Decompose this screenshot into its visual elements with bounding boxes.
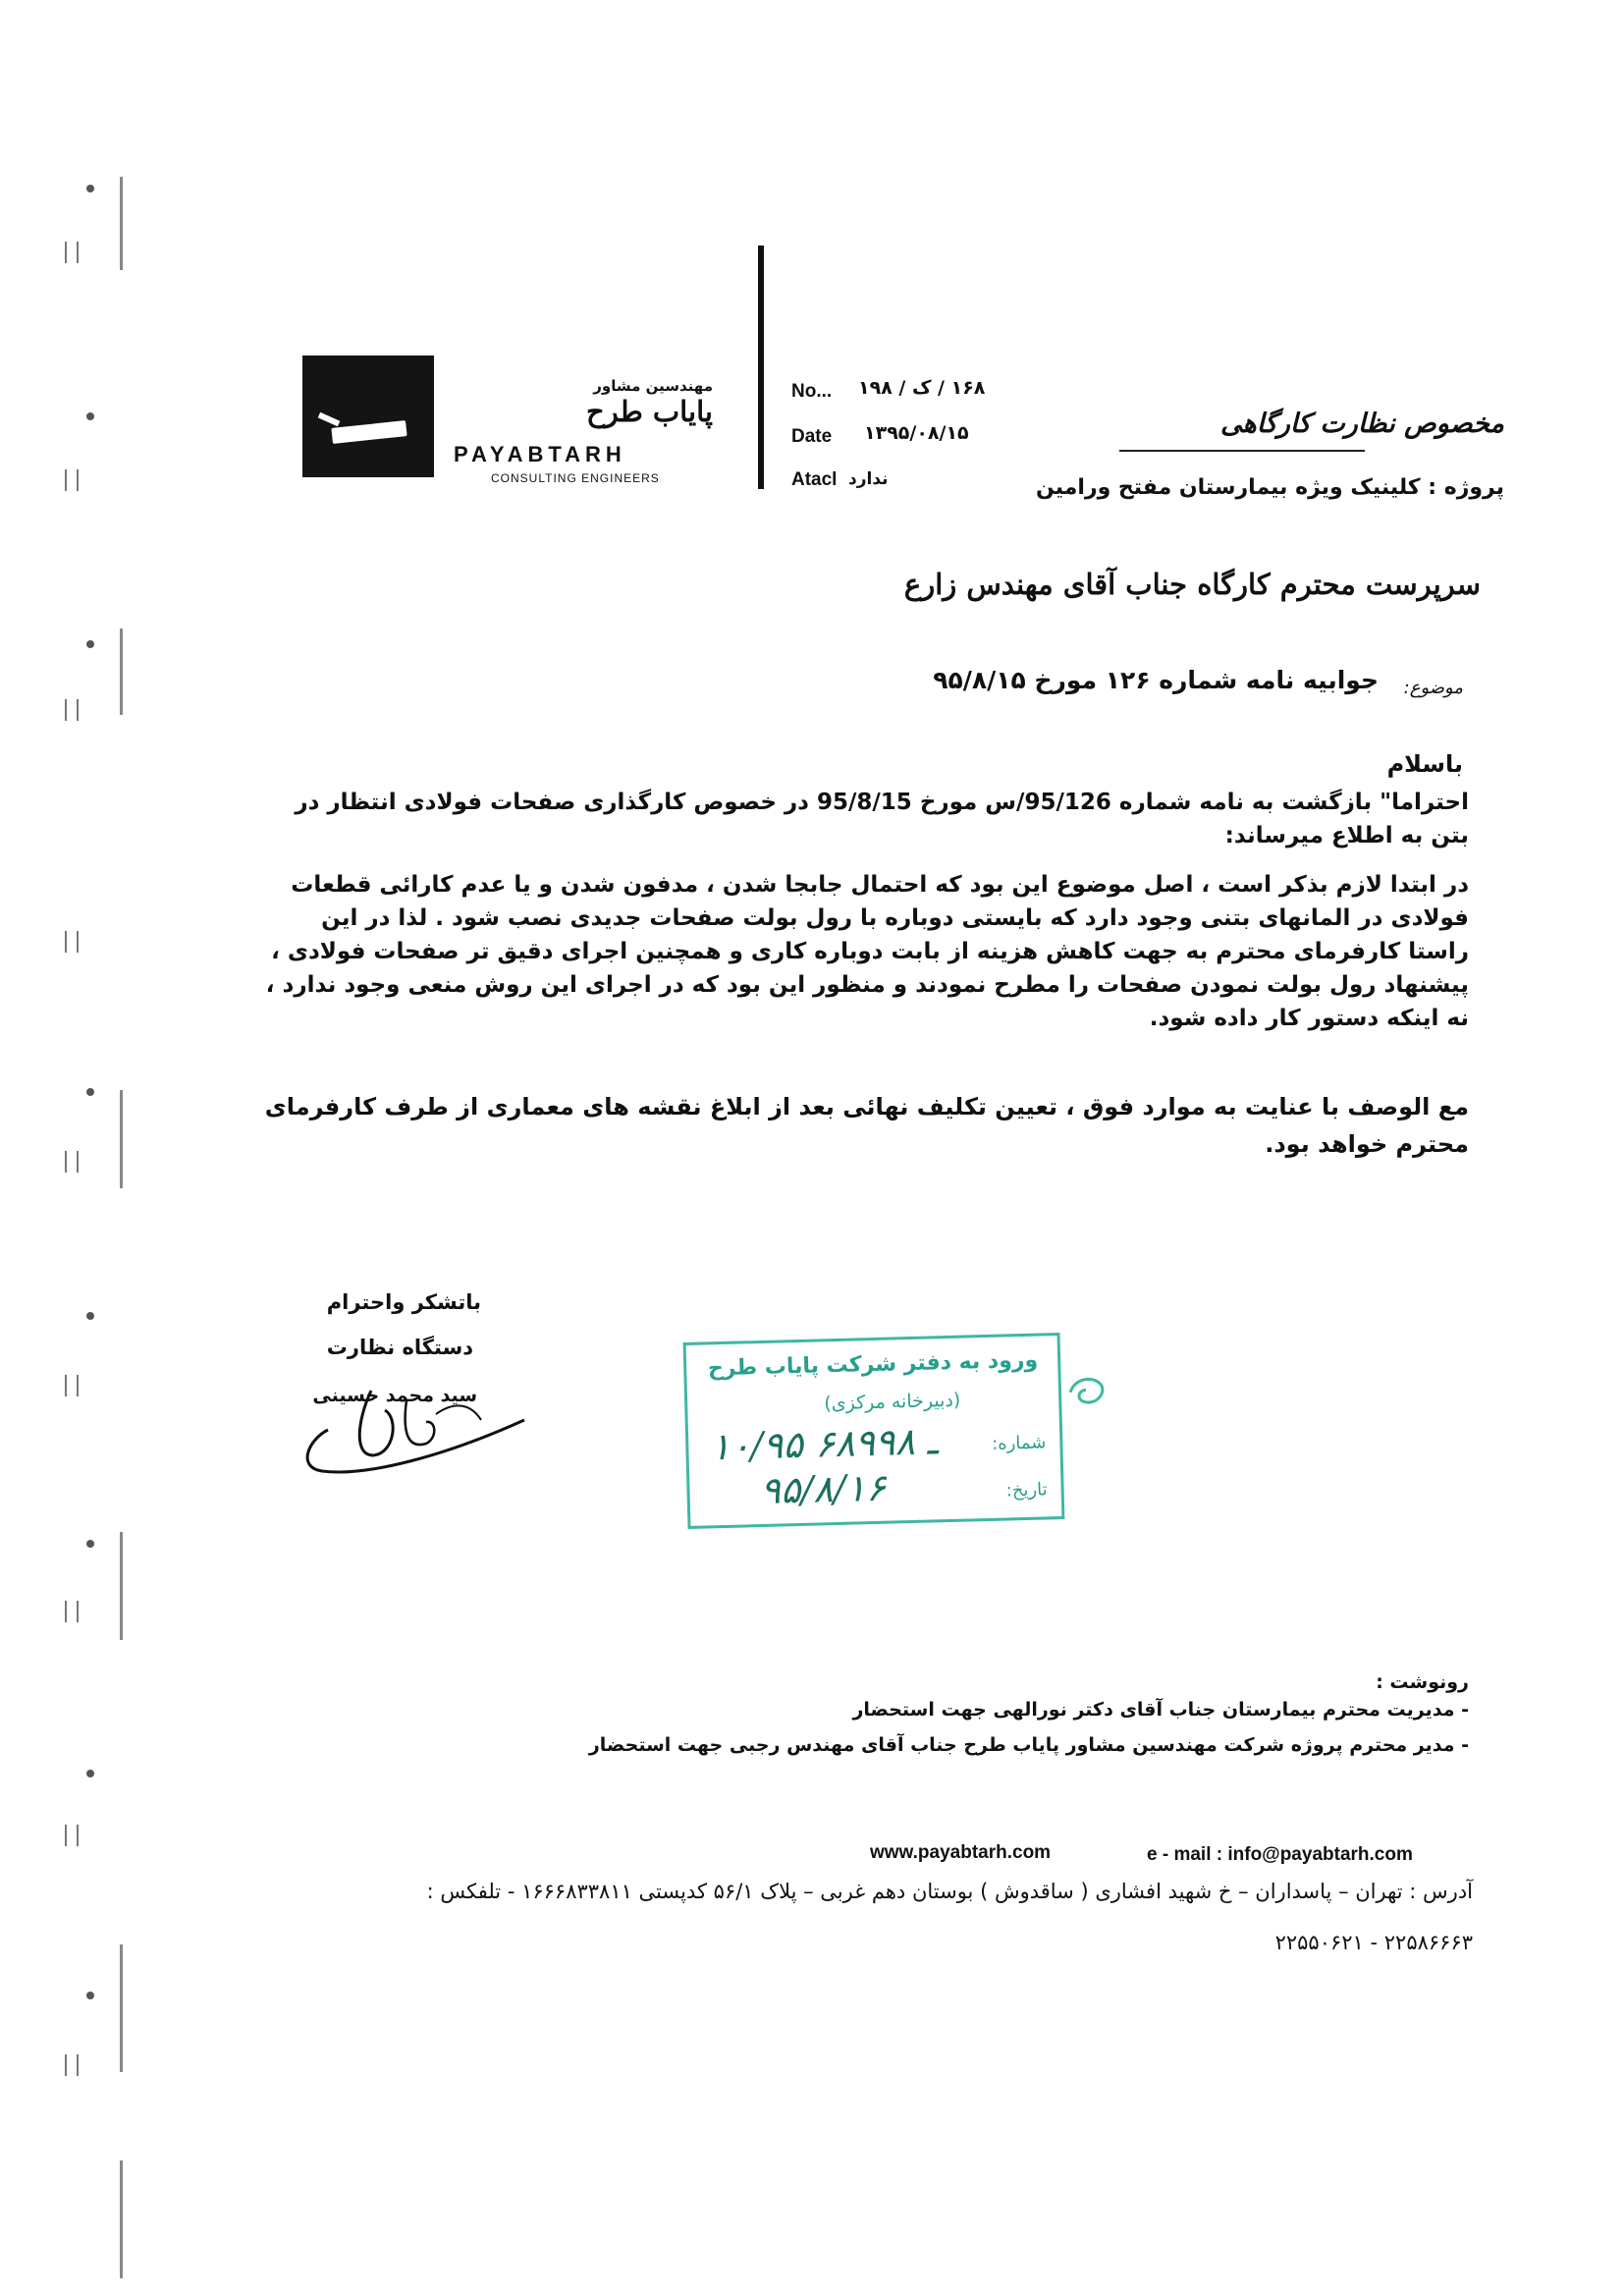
greeting: باسلام: [1386, 750, 1463, 778]
handwritten-signature: [289, 1361, 534, 1489]
body-paragraph: در ابتدا لازم بذکر است ، اصل موضوع این بود که احتمال جابجا شدن ، مدفون شدن و یا عدم کارائی قطعات فولادی در المانهای بتنی وجود دارد که بایستی دوباره با رول بولت صفحات جدیدی نصب شود . لذا در این راستا کارفرمای محترم به جهت کاهش هزینه از بابت دوباره کاری و همچنین اجرای دقیق تر صفحات فولادی ، پیشنهاد رول بولت نمودن صفحات را مطرح نمودند و منظور این بود که در اجرای این روش منعی وجود ندارد ، نه اینکه دستور کار داده شود.: [265, 872, 1469, 1031]
date-label: Date: [791, 426, 833, 447]
address: آدرس : تهران – پاسداران – خ شهید افشاری ( ساقدوش ) بوستان دهم غربی – پلاک ۵۶/۱ کدپستی ۱۶۶۶۸۳۳۸۱۱ - تلفکس :: [426, 1880, 1473, 1903]
stamp-date-value: ۹۵/۸/۱۶: [759, 1465, 887, 1513]
margin-tick: [65, 1825, 79, 1846]
margin-dot: [86, 1770, 94, 1777]
letterhead-divider: [758, 246, 764, 489]
margin-dot: [86, 185, 94, 192]
logo-mark: [331, 420, 406, 444]
cc-label: رونوشت :: [1376, 1671, 1469, 1693]
classification-title: مخصوص نظارت کارگاهی: [1220, 409, 1504, 439]
date-value: ۱۳۹۵/۰۸/۱۵: [864, 422, 969, 444]
margin-tick: [65, 242, 79, 263]
phone-numbers: ۲۲۵۸۶۶۶۳ - ۲۲۵۵۰۶۲۱: [1274, 1931, 1473, 1954]
margin-tick: [65, 1151, 79, 1173]
project-line: پروژه : کلینیک ویژه بیمارستان مفتح ورامین: [1035, 475, 1504, 500]
company-tagline: CONSULTING ENGINEERS: [491, 471, 660, 485]
company-name-small: مهندسین مشاور: [593, 377, 713, 395]
signatory-name: سید محمد حسینی: [312, 1385, 477, 1406]
signatory-department: دستگاه نظارت: [326, 1336, 473, 1359]
subject: جوابیه نامه شماره ۱۲۶ مورخ ۹۵/۸/۱۵: [933, 666, 1379, 694]
margin-line: [120, 1532, 123, 1640]
margin-dot: [86, 1540, 94, 1548]
email: e - mail : info@payabtarh.com: [1147, 1844, 1413, 1865]
attachment-label: Atacl: [791, 469, 838, 490]
closing: باتشکر واحترام: [326, 1290, 481, 1314]
company-name-en: PAYABTARH: [454, 442, 626, 466]
margin-line: [120, 177, 123, 270]
stamp-title: ورود به دفتر شرکت پایاب طرح: [707, 1347, 1039, 1382]
stamp-date-label: تاریخ:: [1005, 1479, 1048, 1502]
attachment-value: ندارد: [848, 469, 889, 489]
margin-line: [120, 1090, 123, 1188]
margin-dot: [86, 640, 94, 648]
margin-tick: [65, 469, 79, 491]
stamp-emblem: [1066, 1372, 1110, 1412]
margin-dot: [86, 412, 94, 420]
classification-underline: [1119, 450, 1365, 452]
number-value: ۱۶۸ / ک / ۱۹۸: [858, 377, 986, 399]
cc-item: - مدیریت محترم بیمارستان جناب آقای دکتر نورالهی جهت استحضار: [852, 1699, 1469, 1721]
margin-tick: [65, 1375, 79, 1396]
margin-line: [120, 1944, 123, 2072]
number-label: No...: [791, 381, 833, 402]
company-name-fa: پایاب طرح: [585, 395, 713, 428]
stamp-number-label: شماره:: [991, 1432, 1047, 1454]
subject-label: موضوع:: [1403, 678, 1463, 698]
logo-mark: [318, 412, 341, 426]
margin-dot: [86, 1992, 94, 1999]
stamp-subtitle: (دبیرخانه مرکزی): [824, 1389, 961, 1415]
margin-line: [120, 2160, 123, 2278]
registration-stamp: [683, 1333, 1065, 1529]
margin-tick: [65, 1601, 79, 1622]
margin-dot: [86, 1312, 94, 1320]
margin-tick: [65, 699, 79, 721]
cc-item: - مدیر محترم پروژه شرکت مهندسین مشاور پایاب طرح جناب آقای مهندس رجبی جهت استحضار: [588, 1734, 1469, 1756]
stamp-number-value: ۱۰/۹۵ ـ ۶۸۹۹۸: [709, 1419, 939, 1469]
website: www.payabtarh.com: [870, 1842, 1052, 1863]
recipient: سرپرست محترم کارگاه جناب آقای مهندس زارع: [903, 568, 1481, 601]
margin-dot: [86, 1088, 94, 1096]
margin-line: [120, 629, 123, 715]
company-logo: [302, 355, 434, 477]
margin-tick: [65, 931, 79, 953]
body-paragraph: احتراما" بازگشت به نامه شماره 95/126/س مورخ 95/8/15 در خصوص کارگذاری صفحات فولادی انتظار در بتن به اطلاع میرساند:: [295, 790, 1469, 848]
margin-tick: [65, 2054, 79, 2076]
body-paragraph: مع الوصف با عنایت به موارد فوق ، تعیین تکلیف نهائی بعد از ابلاغ نقشه های معماری از طرف کارفرمای محترم خواهد بود.: [264, 1093, 1469, 1158]
